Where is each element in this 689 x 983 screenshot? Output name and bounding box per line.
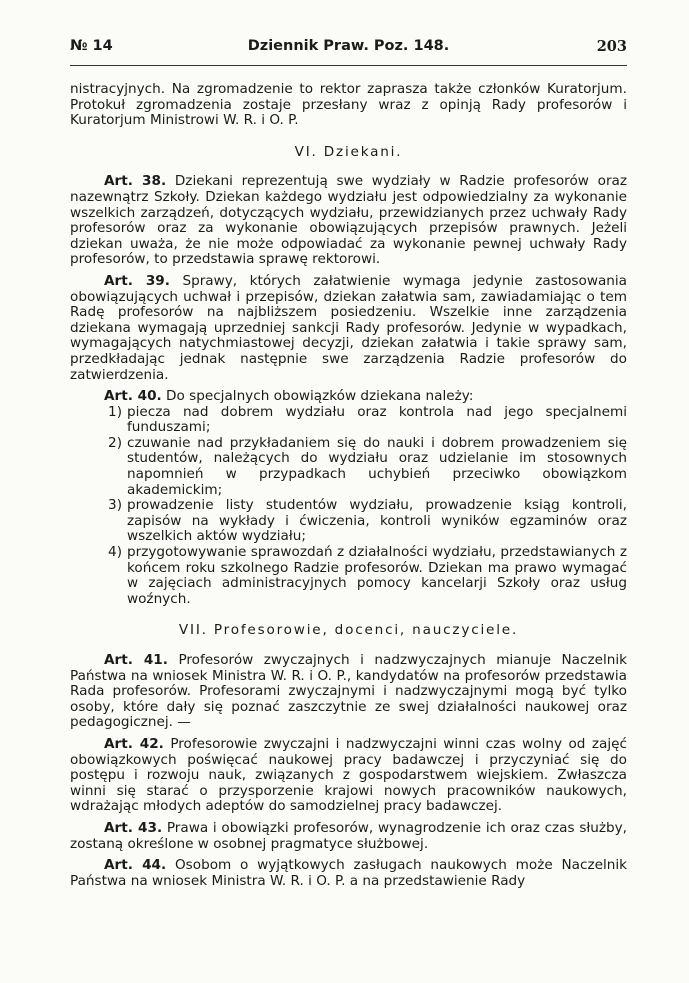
article-43: [70, 821, 627, 852]
journal-title: Dziennik Praw. Poz. 148.: [247, 38, 450, 54]
list-item-number: 2): [108, 434, 122, 451]
list-item-number: 1): [108, 403, 122, 420]
list-item-number: 3): [108, 497, 122, 514]
article-text: Profesorów zwyczajnych i nadzwyczajnych mianuje Naczelnik Państwa na wniosek Ministra W. R. i O. P., kandydatów na profesorów przedstawia Rada profesorów. Profesorami zwyczajnymi i nadzwyczajnymi mogą być tylko osoby, które dały się poznać zaszczytnie ze swej działalności naukowej oraz pedagogicznej. —: [70, 652, 627, 731]
article-text: Profesorowie zwyczajni i nadzwyczajni winni czas wolny od zajęć obowiązkowych poświęcać naukowej pracy badawczej i przyczyniać się do postępu i rozwoju nauk, związanych z gospodarstwem wiejskiem. Zwłaszcza winni się starać o przysporzenie krajowi nowych pracowników naukowych, wdrażając młodych adeptów do samodzielnej pracy badawczej.: [70, 735, 627, 815]
article-39: [70, 274, 627, 383]
article-text: Dziekani reprezentują swe wydziały w Radzie profesorów oraz nazewnątrz Szkoły. Dziekan każdego wydziału jest odpowiedzialny za wykonanie wszelkich zarządzeń, dotyczących wydziału, przewidzianych przez uchwały Rady profesorów oraz za wykonanie obowiązujących przepisów prawnych. Jeżeli dziekan uważa, że nie może odpowiadać za wykonanie pewnej uchwały Rady profesorów, to przedstawia sprawę rektorowi.: [70, 173, 627, 268]
issue-number: № 14: [70, 38, 113, 54]
article-label: Art. 42.: [104, 735, 164, 752]
article-41: [70, 653, 627, 731]
article-40: [70, 389, 627, 405]
article-44: [70, 858, 627, 889]
article-label: Art. 43.: [104, 819, 163, 836]
article-text: Sprawy, których załatwienie wymaga jedynie zastosowania obowiązujących uchwał i przepisów, dziekan załatwia sam, zawiadamiając o tem Radę profesorów na najbliższem posiedzeniu. Wszelkie inne zarządzenia dziekana wymagają uprzedniej sankcji Rady profesorów. Jedynie w wypadkach, wymagających natychmiastowej decyzji, dziekan załatwia i takie sprawy sam, przedkładając jednak następnie swe zarządzenia Radzie profesorów do zatwierdzenia.: [70, 272, 627, 383]
duties-list: [70, 405, 627, 608]
intro-paragraph: nistracyjnych. Na zgromadzenie to rektor zaprasza także członków Kuratorjum. Protokuł zgromadzenia zostaje przesłany wraz z opinją Rady profesorów i Kuratorjum Ministrowi W. R. i O. P.: [70, 81, 627, 129]
section-heading-professors: VII. Profesorowie, docenci, nauczyciele.: [178, 622, 519, 639]
article-label: Art. 44.: [104, 857, 167, 874]
page-number: 203: [596, 38, 627, 55]
article-text: Do specjalnych obowiązków dziekana należy:: [166, 388, 474, 405]
list-item: [70, 545, 627, 607]
list-item: [70, 436, 627, 498]
list-item: [70, 498, 627, 545]
article-text: Osobom o wyjątkowych zasługach naukowych może Naczelnik Państwa na wniosek Ministra W. R. i O. P. a na przedstawienie Rady: [70, 857, 628, 889]
header-rule: [70, 65, 627, 66]
list-item-text: piecza nad dobrem wydziału oraz kontrola nad jego specjalnemi funduszami;: [127, 403, 627, 436]
page-header: [70, 38, 627, 60]
list-item: [70, 405, 627, 436]
article-38: [70, 174, 627, 268]
document-body: [70, 82, 627, 889]
article-label: Art. 38.: [104, 173, 167, 190]
article-label: Art. 39.: [104, 272, 170, 289]
article-42: [70, 737, 627, 815]
list-item-number: 4): [108, 544, 122, 561]
article-text: Prawa i obowiązki profesorów, wynagrodzenie ich oraz czas służby, zostaną określone w osobnej pragmatyce służbowej.: [70, 819, 628, 852]
list-item-text: czuwanie nad przykładaniem się do nauki i dobrem prowadzeniem się studentów, należących do wydziału oraz udzielanie im stosownych napomnień w przypadkach uchybień przeciwko obowiązkom akademickim;: [127, 434, 627, 498]
list-item-text: prowadzenie listy studentów wydziału, prowadzenie ksiąg kontroli, zapisów na wykłady i ćwiczenia, kontroli wyników egzaminów oraz wszelkich aktów wydziału;: [127, 497, 627, 545]
article-label: Art. 41.: [104, 652, 168, 668]
section-heading-deans: VI. Dziekani.: [294, 143, 403, 160]
list-item-text: przygotowywanie sprawozdań z działalności wydziału, przedstawianych z końcem roku szkolnego Radzie profesorów. Dziekan ma prawo wymagać w zajęciach administracyjnych pomocy kancelarji Szkoły oraz usług woźnych.: [127, 544, 627, 607]
article-label: Art. 40.: [104, 388, 162, 405]
